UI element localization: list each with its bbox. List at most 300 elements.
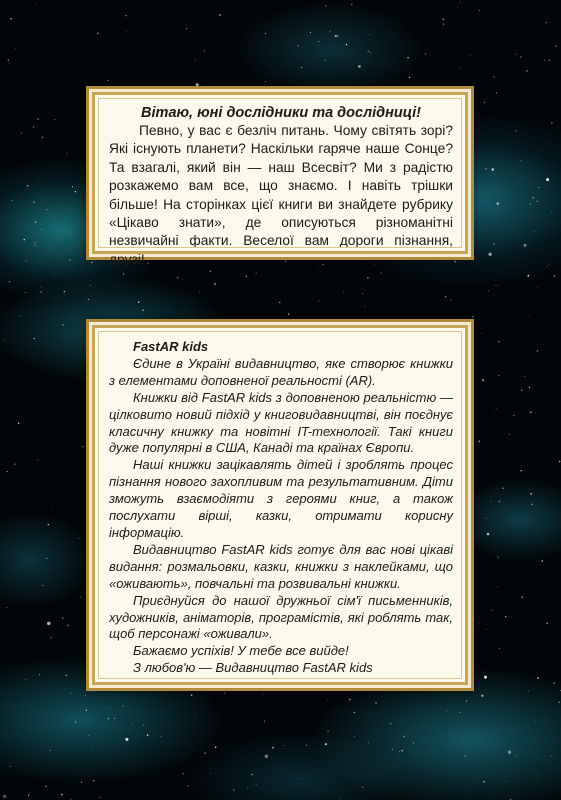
star <box>546 22 547 23</box>
publisher-paragraph: Книжки від FastAR kids з доповненою реальністю — цілковито новий підхід у книговидавництві, він поєднує класичну книжку та новітні IT-технології. Такі книги дуже популярні в США, Канаді та країнах Європи. <box>109 389 453 456</box>
star <box>555 46 556 47</box>
star <box>499 648 500 649</box>
star <box>550 756 551 757</box>
star <box>204 51 205 52</box>
star <box>542 560 543 561</box>
star <box>265 755 268 758</box>
star <box>460 2 461 3</box>
star <box>362 787 363 788</box>
star <box>451 300 452 301</box>
star <box>35 242 36 243</box>
star <box>537 350 538 351</box>
star <box>479 776 480 777</box>
star <box>472 316 474 318</box>
star <box>496 285 497 286</box>
star <box>54 119 55 120</box>
star <box>92 749 93 750</box>
star <box>466 700 467 701</box>
star <box>325 6 326 7</box>
star <box>484 676 487 679</box>
star <box>15 48 16 49</box>
star <box>122 705 123 706</box>
star <box>496 408 497 409</box>
star <box>498 285 499 286</box>
star <box>51 637 52 638</box>
star <box>70 260 71 261</box>
star <box>497 202 500 205</box>
star <box>506 781 507 782</box>
star <box>36 4 37 5</box>
star <box>66 153 67 154</box>
greeting-text: Певно, у вас є безліч питань. Чому світять зорі? Які існують планети? Наскільки гаряче наше Сонце? Та взагалі, який він — наш Всесвіт? Ми з радістю розкажемо вам все, що знаємо. І навіть трішки більше! На сторінках цієї книги ви знайдете рубрику «Цікаво знати», де описуються різноманітні незвичайні факти. Веселої вам дороги пізнання, друзі! <box>109 123 453 267</box>
star <box>486 629 487 630</box>
star <box>533 197 534 198</box>
star <box>210 773 211 774</box>
star <box>444 787 445 788</box>
star <box>488 290 489 291</box>
star <box>487 533 490 536</box>
star <box>489 253 492 256</box>
star <box>370 52 371 53</box>
star <box>530 203 531 204</box>
star <box>132 723 133 724</box>
star <box>142 309 143 310</box>
star <box>70 233 71 234</box>
star <box>496 92 497 93</box>
star <box>481 333 482 334</box>
star <box>491 609 492 610</box>
star <box>520 178 521 179</box>
star <box>82 446 83 447</box>
star <box>62 617 64 619</box>
star <box>349 699 351 701</box>
star <box>551 211 552 212</box>
star <box>177 277 178 278</box>
star <box>24 239 25 240</box>
star <box>483 318 484 319</box>
star <box>318 41 319 42</box>
star <box>475 631 476 632</box>
star <box>157 80 158 81</box>
star <box>498 375 499 376</box>
star <box>4 339 5 340</box>
publisher-paragraph: Наші книжки зацікавлять дітей і зроблять процес пізнання нового захопливим та результативним. Діти зможуть взаємодіяти з героями книг, а також послухати вірші, казки, отримати корисну інформацію. <box>109 457 453 540</box>
star <box>544 60 545 61</box>
star <box>533 290 534 291</box>
star <box>29 793 30 794</box>
star <box>459 712 460 713</box>
star <box>343 291 344 292</box>
star <box>123 274 124 275</box>
star <box>110 707 111 708</box>
star <box>99 797 100 798</box>
star <box>554 275 556 277</box>
star <box>301 67 302 68</box>
star <box>443 24 444 25</box>
star <box>27 185 28 186</box>
star <box>530 411 532 413</box>
star <box>88 735 89 736</box>
star <box>520 160 521 161</box>
star <box>75 191 76 192</box>
star <box>11 200 12 201</box>
star <box>125 738 128 741</box>
star <box>367 277 369 279</box>
star <box>509 434 510 435</box>
star <box>90 285 91 286</box>
star <box>486 518 487 519</box>
star <box>298 45 299 46</box>
star <box>515 130 516 131</box>
publisher-paragraph: Єдине в Україні видавництво, яке створює книжки з елементами доповненої реальності (AR). <box>109 355 453 388</box>
star <box>3 795 6 798</box>
star <box>499 501 500 502</box>
star <box>513 415 514 416</box>
star <box>37 180 38 181</box>
star <box>375 702 377 704</box>
star <box>233 789 234 790</box>
star <box>524 244 527 247</box>
star <box>272 747 274 749</box>
star <box>94 691 95 692</box>
star <box>538 287 539 288</box>
star <box>319 269 320 270</box>
star <box>483 672 484 673</box>
star <box>246 276 247 277</box>
star <box>468 758 469 759</box>
star <box>479 441 481 443</box>
star <box>39 674 40 675</box>
star <box>549 264 550 265</box>
star <box>25 679 26 680</box>
star <box>454 261 455 262</box>
star <box>535 721 536 722</box>
star <box>75 721 76 722</box>
star <box>497 586 498 587</box>
star <box>78 538 79 539</box>
star <box>346 44 347 45</box>
star <box>114 718 115 719</box>
star <box>534 231 535 232</box>
star <box>471 665 472 666</box>
star <box>413 742 414 743</box>
star <box>483 781 484 782</box>
star <box>263 694 264 695</box>
star <box>492 168 495 171</box>
star <box>457 311 458 312</box>
star <box>18 183 19 184</box>
star <box>97 33 99 35</box>
star <box>484 102 485 103</box>
star <box>124 86 125 87</box>
star <box>81 782 82 783</box>
star <box>265 81 266 82</box>
star <box>8 62 9 63</box>
star <box>354 736 355 737</box>
publisher-wishes: Бажаємо успіхів! У тебе все вийде! <box>133 643 349 659</box>
star <box>279 302 280 303</box>
star <box>351 4 353 6</box>
star <box>37 459 38 460</box>
star <box>474 257 475 258</box>
star <box>34 338 35 339</box>
star <box>91 262 93 264</box>
star <box>196 83 199 86</box>
star <box>6 607 7 608</box>
star <box>524 376 525 377</box>
star <box>306 745 307 746</box>
star <box>186 28 187 29</box>
star <box>354 712 355 713</box>
star <box>143 725 144 726</box>
star <box>460 67 461 68</box>
star <box>107 80 108 81</box>
star <box>368 742 369 743</box>
star <box>399 751 400 752</box>
star <box>48 524 49 525</box>
star <box>330 31 331 32</box>
star <box>126 31 127 32</box>
star <box>479 10 480 11</box>
star <box>86 710 87 711</box>
star <box>425 54 426 55</box>
star <box>475 217 476 218</box>
star <box>80 597 81 598</box>
star <box>538 187 539 188</box>
star <box>297 86 298 87</box>
star <box>66 675 68 677</box>
star <box>215 746 217 748</box>
star <box>70 693 71 694</box>
star <box>256 273 257 274</box>
star <box>529 316 530 317</box>
star <box>126 15 127 16</box>
star <box>283 745 284 746</box>
publisher-paragraph: Приєднуйся до нашої дружньої сім'ї письменників, художників, аніматорів, програмістів, які роблять так, щоб персонажі «оживали». <box>109 592 453 642</box>
star <box>403 736 404 737</box>
star <box>458 7 459 8</box>
star <box>369 34 370 35</box>
star <box>318 300 319 301</box>
star <box>559 461 560 462</box>
publisher-signature: З любов'ю — Видавництво FastAR kids <box>133 660 373 676</box>
star <box>50 750 51 751</box>
star <box>46 558 47 559</box>
star <box>31 400 32 401</box>
star <box>472 649 473 650</box>
star <box>520 470 522 472</box>
star <box>247 787 248 788</box>
star <box>10 766 11 767</box>
star <box>33 202 34 203</box>
star <box>45 785 46 786</box>
star <box>72 186 73 187</box>
star <box>52 510 53 511</box>
star <box>18 423 19 424</box>
star <box>358 65 361 68</box>
star <box>441 282 442 283</box>
star <box>528 690 529 691</box>
star <box>35 221 36 222</box>
star <box>187 785 189 787</box>
star <box>199 293 200 294</box>
star <box>93 780 94 781</box>
star <box>21 133 22 134</box>
star <box>41 229 42 230</box>
star <box>526 70 527 71</box>
star <box>327 731 328 732</box>
star <box>55 274 56 275</box>
publisher-panel <box>92 325 468 685</box>
greeting-panel <box>92 92 468 267</box>
star <box>482 379 484 381</box>
publisher-paragraph: Видавництво FastAR kids готує для вас нові цікаві видання: розмальовки, казки, книжки з наклейками, що «оживають», повчальні та розвивальні книжки. <box>109 541 453 591</box>
star <box>26 260 27 261</box>
star <box>381 272 382 273</box>
star <box>549 60 550 61</box>
star <box>539 776 540 777</box>
star <box>196 716 197 717</box>
star <box>138 301 139 302</box>
star <box>33 127 34 128</box>
star <box>85 695 86 696</box>
star <box>108 718 109 719</box>
star <box>493 76 495 78</box>
star <box>288 313 289 314</box>
star <box>392 749 393 750</box>
publisher-title: FastAR kids <box>133 339 209 354</box>
star <box>446 710 447 711</box>
star <box>264 721 266 723</box>
star <box>368 51 369 52</box>
star <box>305 732 306 733</box>
star <box>14 463 15 464</box>
star <box>47 622 51 626</box>
star <box>515 755 516 756</box>
star <box>204 752 206 754</box>
star <box>531 504 532 505</box>
star <box>10 18 12 20</box>
star <box>520 57 521 58</box>
star <box>521 390 522 391</box>
star <box>490 501 491 502</box>
star <box>195 60 196 61</box>
star <box>161 736 162 737</box>
star <box>265 33 266 34</box>
star <box>497 556 499 558</box>
star <box>516 54 517 55</box>
star <box>547 266 548 267</box>
star <box>465 755 466 756</box>
star <box>8 60 9 61</box>
star <box>67 625 68 626</box>
star <box>522 596 523 597</box>
star <box>505 616 506 617</box>
star <box>88 299 89 300</box>
star <box>18 442 19 443</box>
star <box>40 292 41 293</box>
star <box>390 723 391 724</box>
star <box>256 784 257 785</box>
star <box>469 88 471 90</box>
star <box>481 695 483 697</box>
star <box>61 794 63 796</box>
star <box>25 292 26 293</box>
star <box>25 177 26 178</box>
star <box>554 682 555 683</box>
star <box>536 201 537 202</box>
star <box>219 14 220 15</box>
star <box>498 341 499 342</box>
star <box>47 209 48 210</box>
star <box>7 471 8 472</box>
star <box>325 743 327 745</box>
greeting-title: Вітаю, юні дослідники та дослідниці! <box>141 105 421 121</box>
star <box>158 9 159 10</box>
star <box>298 778 299 779</box>
star <box>200 291 201 292</box>
star <box>502 488 503 489</box>
star <box>19 316 20 317</box>
star <box>336 35 338 37</box>
star <box>41 287 42 288</box>
star <box>529 387 530 388</box>
star <box>64 291 65 292</box>
star <box>252 774 253 775</box>
star <box>530 493 532 495</box>
star <box>546 178 549 181</box>
star <box>402 750 403 751</box>
star <box>443 19 444 20</box>
star <box>546 622 547 623</box>
star <box>62 324 64 326</box>
star <box>409 77 410 78</box>
star <box>37 118 38 119</box>
star <box>407 57 409 59</box>
star <box>470 55 471 56</box>
star <box>34 245 35 246</box>
star <box>364 306 365 307</box>
star <box>325 60 326 61</box>
star <box>485 168 486 169</box>
star <box>147 734 149 736</box>
star <box>559 702 560 703</box>
star <box>537 677 539 679</box>
star <box>77 768 78 769</box>
star <box>28 795 29 796</box>
star <box>551 122 552 123</box>
star <box>210 271 211 272</box>
star <box>528 275 530 277</box>
star <box>471 335 472 336</box>
star <box>42 585 43 586</box>
star <box>492 333 493 334</box>
star <box>445 296 446 297</box>
star <box>473 131 474 132</box>
star <box>362 293 363 294</box>
star <box>508 751 511 754</box>
star <box>327 700 328 701</box>
star <box>89 371 90 372</box>
star <box>493 243 494 244</box>
star <box>9 281 10 282</box>
star <box>310 32 311 33</box>
star <box>224 693 225 694</box>
star <box>183 773 184 774</box>
star <box>478 623 479 624</box>
star <box>335 35 337 37</box>
star <box>191 694 192 695</box>
